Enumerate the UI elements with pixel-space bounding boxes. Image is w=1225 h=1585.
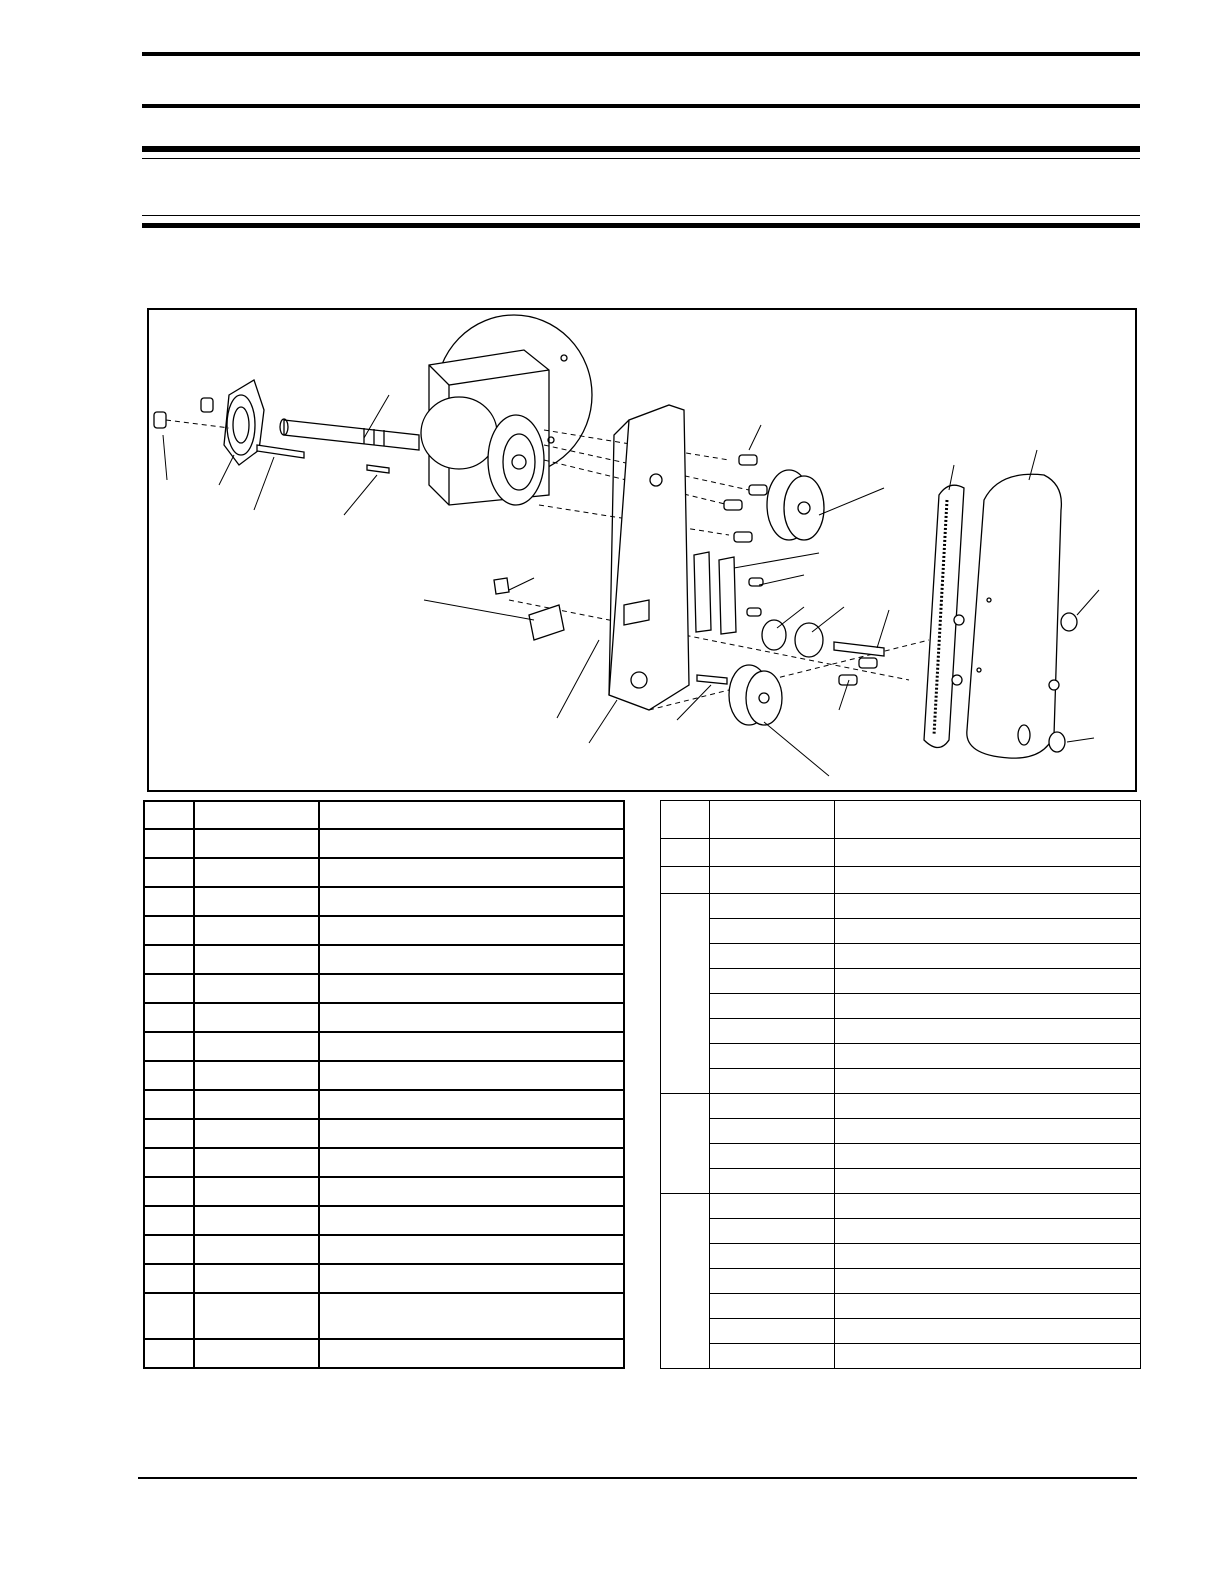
table-row-group-2 [661, 1144, 1141, 1169]
table-row [144, 1264, 624, 1293]
table-row [144, 974, 624, 1003]
key-icon [697, 675, 727, 684]
screw-icon [734, 532, 752, 542]
table-row-group-1 [661, 944, 1141, 969]
key-icon [257, 445, 304, 458]
table-row [661, 867, 1141, 894]
table-row [144, 1339, 624, 1368]
table-row-group-3 [661, 1294, 1141, 1319]
col-header-part-number [710, 801, 835, 839]
title-band-thick-rule [142, 146, 1140, 152]
table-row [144, 1061, 624, 1090]
table-row-group-3 [661, 1344, 1141, 1369]
title-band-thin-rule-top [142, 158, 1140, 159]
table-row-group-1 [661, 1069, 1141, 1094]
table-row [144, 1003, 624, 1032]
table-row [144, 1032, 624, 1061]
table-row [144, 1090, 624, 1119]
title-band-thick-rule-bottom [142, 223, 1140, 228]
table-row [144, 858, 624, 887]
header-rule-middle [142, 104, 1140, 108]
mounting-plate-icon [609, 405, 689, 710]
table-row-group-3 [661, 1244, 1141, 1269]
timing-pulley-icon [729, 665, 782, 725]
key-icon [367, 465, 389, 473]
table-row-group-1 [661, 894, 1141, 919]
table-header-row [144, 801, 624, 829]
table-row [144, 887, 624, 916]
table-row-group-1 [661, 1044, 1141, 1069]
table-row-group-1 [661, 969, 1141, 994]
bearing-flange-icon [224, 380, 264, 465]
shaft-icon [834, 642, 884, 656]
knob-icon [1049, 732, 1065, 752]
table-header-row [661, 801, 1141, 839]
table-row [144, 829, 624, 858]
table-row [144, 1148, 624, 1177]
footer-rule [138, 1477, 1137, 1479]
bracket-icon [529, 605, 564, 640]
belt-guard-icon [952, 474, 1061, 758]
table-row [144, 1119, 624, 1148]
exploded-view-figure [147, 308, 1137, 792]
table-row-group-3 [661, 1219, 1141, 1244]
gearbox-icon [421, 315, 592, 505]
col-header-part-number [194, 801, 319, 829]
bracket-icon [494, 578, 509, 594]
table-row [144, 1235, 624, 1264]
table-row [144, 945, 624, 974]
knob-icon [1061, 613, 1077, 631]
screw-icon [739, 455, 757, 465]
table-row [144, 1177, 624, 1206]
table-row-group-1 [661, 919, 1141, 944]
screw-icon [747, 608, 761, 616]
screw-icon [724, 500, 742, 510]
parts-table-right [660, 800, 1141, 1369]
spacer-icon [795, 623, 823, 657]
title-band-thin-rule-bottom [142, 215, 1140, 216]
col-header-item [144, 801, 194, 829]
header-rule-top [142, 52, 1140, 56]
parts-table-left [143, 800, 625, 1369]
table-row-tall [144, 1293, 624, 1339]
timing-pulley-icon [767, 470, 824, 540]
table-row-group-3 [661, 1319, 1141, 1344]
table-row [144, 916, 624, 945]
bracket-icon [719, 557, 736, 634]
exploded-view-drawing [149, 310, 1139, 794]
table-row-group-2 [661, 1094, 1141, 1119]
table-row-group-2 [661, 1169, 1141, 1194]
table-row-group-1 [661, 1019, 1141, 1044]
table-row-group-3 [661, 1194, 1141, 1219]
col-header-description [835, 801, 1141, 839]
col-header-description [319, 801, 624, 829]
table-row [144, 1206, 624, 1235]
table-row-group-2 [661, 1119, 1141, 1144]
table-row [661, 839, 1141, 867]
screw-icon [154, 412, 166, 428]
screw-icon [859, 658, 877, 668]
table-row-group-1 [661, 994, 1141, 1019]
spacer-icon [762, 620, 786, 650]
table-row-group-3 [661, 1269, 1141, 1294]
screw-icon [201, 398, 213, 412]
shaft-icon [280, 419, 419, 450]
screw-icon [749, 485, 767, 495]
col-header-item [661, 801, 710, 839]
parts-table-left-body [144, 801, 624, 1368]
parts-table-right-body [661, 801, 1141, 1369]
bracket-icon [694, 552, 711, 632]
